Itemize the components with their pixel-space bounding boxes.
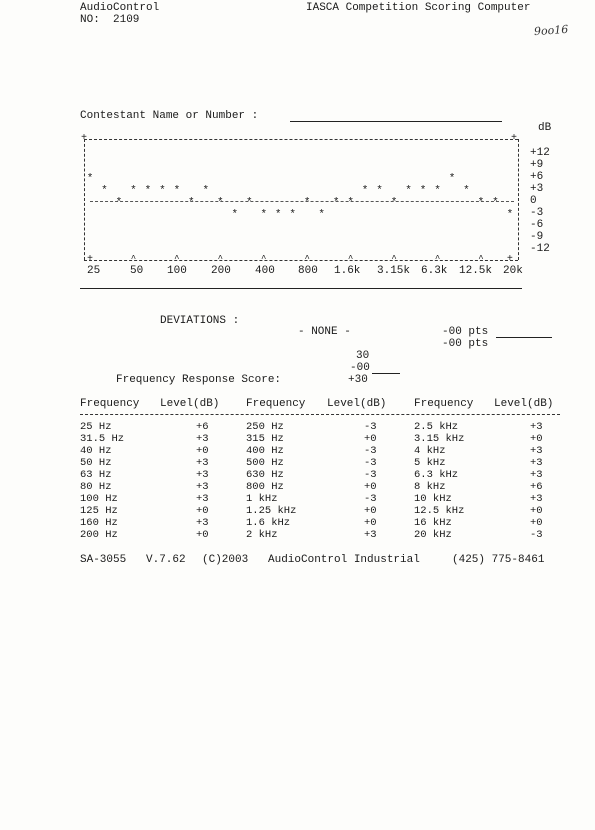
handwritten-note: 9oo16 bbox=[533, 22, 569, 39]
brand-name: AudioControl bbox=[80, 2, 160, 14]
table-cell-level: +3 bbox=[530, 445, 543, 457]
column-header: Frequency bbox=[414, 398, 474, 410]
x-tick-label: 3.15k bbox=[377, 265, 411, 277]
table-cell-frequency: 40 Hz bbox=[80, 445, 112, 457]
score-deduction: -00 bbox=[350, 362, 370, 374]
data-point: * bbox=[101, 185, 108, 197]
y-tick-label: -9 bbox=[530, 231, 544, 243]
data-point: * bbox=[202, 185, 210, 197]
document-number: NO: 2109 bbox=[80, 14, 140, 26]
table-cell-frequency: 200 Hz bbox=[80, 529, 118, 541]
data-point: * bbox=[347, 197, 354, 209]
data-point: * bbox=[318, 209, 325, 221]
table-cell-level: +0 bbox=[196, 445, 209, 457]
footer-version: V.7.62 bbox=[146, 554, 186, 566]
table-cell-frequency: 20 kHz bbox=[414, 529, 452, 541]
table-cell-level: +0 bbox=[530, 505, 543, 517]
data-point: * bbox=[477, 197, 485, 209]
contestant-underline bbox=[290, 121, 502, 122]
deviations-label: DEVIATIONS : bbox=[160, 315, 240, 327]
table-cell-frequency: 2 kHz bbox=[246, 529, 278, 541]
table-cell-level: +3 bbox=[530, 421, 543, 433]
table-cell-frequency: 10 kHz bbox=[414, 493, 452, 505]
column-header: Level(dB) bbox=[494, 398, 554, 410]
data-point: * bbox=[405, 185, 412, 197]
table-cell-level: +6 bbox=[196, 421, 209, 433]
table-cell-frequency: 800 Hz bbox=[246, 481, 284, 493]
data-point: * bbox=[144, 185, 152, 197]
table-cell-level: +0 bbox=[364, 517, 377, 529]
x-tick-mark: ^ bbox=[217, 254, 224, 264]
table-cell-level: -3 bbox=[364, 469, 377, 481]
table-cell-level: +3 bbox=[196, 469, 209, 481]
table-cell-level: +0 bbox=[364, 505, 377, 517]
table-cell-frequency: 31.5 Hz bbox=[80, 433, 125, 445]
table-cell-level: -3 bbox=[364, 445, 377, 457]
column-header: Frequency bbox=[246, 398, 306, 410]
y-tick-label: -12 bbox=[530, 243, 550, 255]
x-tick-mark: ^ bbox=[130, 254, 137, 264]
data-point: * bbox=[506, 209, 514, 221]
table-cell-level: +3 bbox=[196, 481, 209, 493]
column-header: Level(dB) bbox=[160, 398, 220, 410]
table-cell-frequency: 25 Hz bbox=[80, 421, 112, 433]
x-tick-mark: ^ bbox=[434, 254, 441, 264]
data-point: * bbox=[332, 197, 340, 209]
deviations-value: - NONE - bbox=[298, 326, 351, 338]
data-point: * bbox=[463, 185, 470, 197]
x-tick-label: 1.6k bbox=[334, 265, 361, 277]
x-tick-mark: + bbox=[86, 254, 93, 265]
table-cell-frequency: 100 Hz bbox=[80, 493, 118, 505]
x-tick-label: 400 bbox=[255, 265, 275, 277]
y-tick-label: +9 bbox=[530, 159, 544, 171]
x-tick-label: 6.3k bbox=[421, 265, 448, 277]
data-point: * bbox=[231, 209, 239, 221]
table-cell-frequency: 400 Hz bbox=[246, 445, 284, 457]
x-tick-label: 25 bbox=[87, 265, 101, 277]
table-cell-level: +3 bbox=[530, 493, 543, 505]
score-total: +30 bbox=[348, 374, 368, 386]
table-cell-frequency: 1 kHz bbox=[246, 493, 278, 505]
data-point: * bbox=[303, 197, 311, 209]
table-cell-level: -3 bbox=[364, 421, 377, 433]
data-point: * bbox=[173, 185, 181, 197]
x-tick-mark: + bbox=[506, 254, 513, 265]
y-tick-label: -3 bbox=[530, 207, 544, 219]
data-point: * bbox=[419, 185, 427, 197]
data-point: * bbox=[390, 197, 398, 209]
table-cell-level: +3 bbox=[530, 457, 543, 469]
table-cell-level: +3 bbox=[530, 469, 543, 481]
data-point: * bbox=[492, 197, 499, 209]
x-tick-mark: ^ bbox=[261, 254, 267, 264]
x-tick-mark: ^ bbox=[304, 254, 310, 264]
table-cell-frequency: 250 Hz bbox=[246, 421, 284, 433]
table-cell-level: -3 bbox=[364, 493, 377, 505]
table-cell-frequency: 315 Hz bbox=[246, 433, 284, 445]
table-cell-frequency: 160 Hz bbox=[80, 517, 118, 529]
table-cell-frequency: 3.15 kHz bbox=[414, 433, 465, 445]
column-header: Frequency bbox=[80, 398, 140, 410]
table-cell-level: +3 bbox=[196, 457, 209, 469]
footer-copyright: (C)2003 bbox=[202, 554, 249, 566]
table-cell-frequency: 50 Hz bbox=[80, 457, 112, 469]
table-cell-level: +6 bbox=[530, 481, 543, 493]
table-cell-level: +3 bbox=[364, 529, 377, 541]
table-cell-frequency: 16 kHz bbox=[414, 517, 452, 529]
data-point: * bbox=[376, 185, 383, 197]
x-tick-label: 100 bbox=[167, 265, 187, 277]
table-cell-frequency: 500 Hz bbox=[246, 457, 284, 469]
footer-phone: (425) 775-8461 bbox=[452, 554, 545, 566]
y-tick-label: +6 bbox=[530, 171, 544, 183]
table-header-divider bbox=[80, 414, 560, 415]
deviation-points-1: -00 pts bbox=[442, 326, 489, 338]
x-tick-label: 12.5k bbox=[459, 265, 493, 277]
chart-left-border bbox=[84, 139, 85, 260]
footer-model: SA-3055 bbox=[80, 554, 127, 566]
chart-underline bbox=[80, 288, 522, 289]
x-tick-mark: ^ bbox=[478, 254, 484, 264]
column-header: Level(dB) bbox=[327, 398, 387, 410]
chart-top-border bbox=[84, 139, 518, 140]
data-point: * bbox=[274, 209, 282, 221]
deviation-points-2: -00 pts bbox=[442, 338, 489, 350]
table-cell-frequency: 80 Hz bbox=[80, 481, 112, 493]
data-point: * bbox=[448, 173, 456, 185]
data-point: * bbox=[115, 197, 123, 209]
table-cell-level: +0 bbox=[196, 505, 209, 517]
score-underline bbox=[372, 373, 400, 374]
table-cell-frequency: 1.6 kHz bbox=[246, 517, 291, 529]
table-cell-frequency: 8 kHz bbox=[414, 481, 446, 493]
table-cell-level: +0 bbox=[530, 433, 543, 445]
table-cell-level: +0 bbox=[196, 529, 209, 541]
table-cell-level: +3 bbox=[196, 517, 209, 529]
x-tick-label: 200 bbox=[211, 265, 231, 277]
data-point: * bbox=[217, 197, 224, 209]
chart-bottom-border bbox=[84, 260, 518, 261]
data-point: * bbox=[289, 209, 297, 221]
data-point: * bbox=[260, 209, 268, 221]
y-tick-label: +12 bbox=[530, 147, 550, 159]
x-tick-label: 50 bbox=[130, 265, 144, 277]
x-tick-mark: ^ bbox=[174, 254, 180, 264]
table-cell-frequency: 2.5 kHz bbox=[414, 421, 459, 433]
x-tick-label: 20k bbox=[503, 265, 523, 277]
table-cell-frequency: 12.5 kHz bbox=[414, 505, 465, 517]
zero-reference-line bbox=[90, 201, 514, 202]
data-point: * bbox=[130, 185, 137, 197]
score-label: Frequency Response Score: bbox=[116, 374, 282, 386]
chart-right-border bbox=[518, 139, 519, 260]
table-cell-frequency: 630 Hz bbox=[246, 469, 284, 481]
y-tick-label: 0 bbox=[530, 195, 537, 207]
contestant-label: Contestant Name or Number : bbox=[80, 110, 259, 122]
x-tick-mark: ^ bbox=[347, 254, 354, 264]
table-cell-level: +0 bbox=[364, 433, 377, 445]
footer-company: AudioControl Industrial bbox=[268, 554, 420, 566]
table-cell-frequency: 5 kHz bbox=[414, 457, 446, 469]
table-cell-frequency: 6.3 kHz bbox=[414, 469, 459, 481]
x-tick-label: 800 bbox=[298, 265, 318, 277]
table-cell-level: -3 bbox=[530, 529, 543, 541]
y-tick-label: +3 bbox=[530, 183, 544, 195]
data-point: * bbox=[245, 197, 253, 209]
points-underline bbox=[496, 337, 552, 338]
data-point: * bbox=[361, 185, 369, 197]
data-point: * bbox=[86, 173, 94, 185]
data-point: * bbox=[159, 185, 166, 197]
table-cell-level: +0 bbox=[530, 517, 543, 529]
table-cell-frequency: 125 Hz bbox=[80, 505, 118, 517]
table-cell-frequency: 4 kHz bbox=[414, 445, 446, 457]
table-cell-level: +0 bbox=[364, 481, 377, 493]
table-cell-level: -3 bbox=[364, 457, 377, 469]
data-point: * bbox=[434, 185, 441, 197]
table-cell-level: +3 bbox=[196, 493, 209, 505]
corner-mark: + bbox=[510, 133, 517, 144]
table-cell-frequency: 1.25 kHz bbox=[246, 505, 297, 517]
score-base: 30 bbox=[356, 350, 370, 362]
corner-mark: + bbox=[80, 133, 87, 144]
unit-label: dB bbox=[538, 122, 552, 134]
page-title: IASCA Competition Scoring Computer bbox=[306, 2, 531, 14]
table-cell-level: +3 bbox=[196, 433, 209, 445]
y-tick-label: -6 bbox=[530, 219, 544, 231]
table-cell-frequency: 63 Hz bbox=[80, 469, 112, 481]
x-tick-mark: ^ bbox=[391, 254, 397, 264]
data-point: * bbox=[188, 197, 195, 209]
